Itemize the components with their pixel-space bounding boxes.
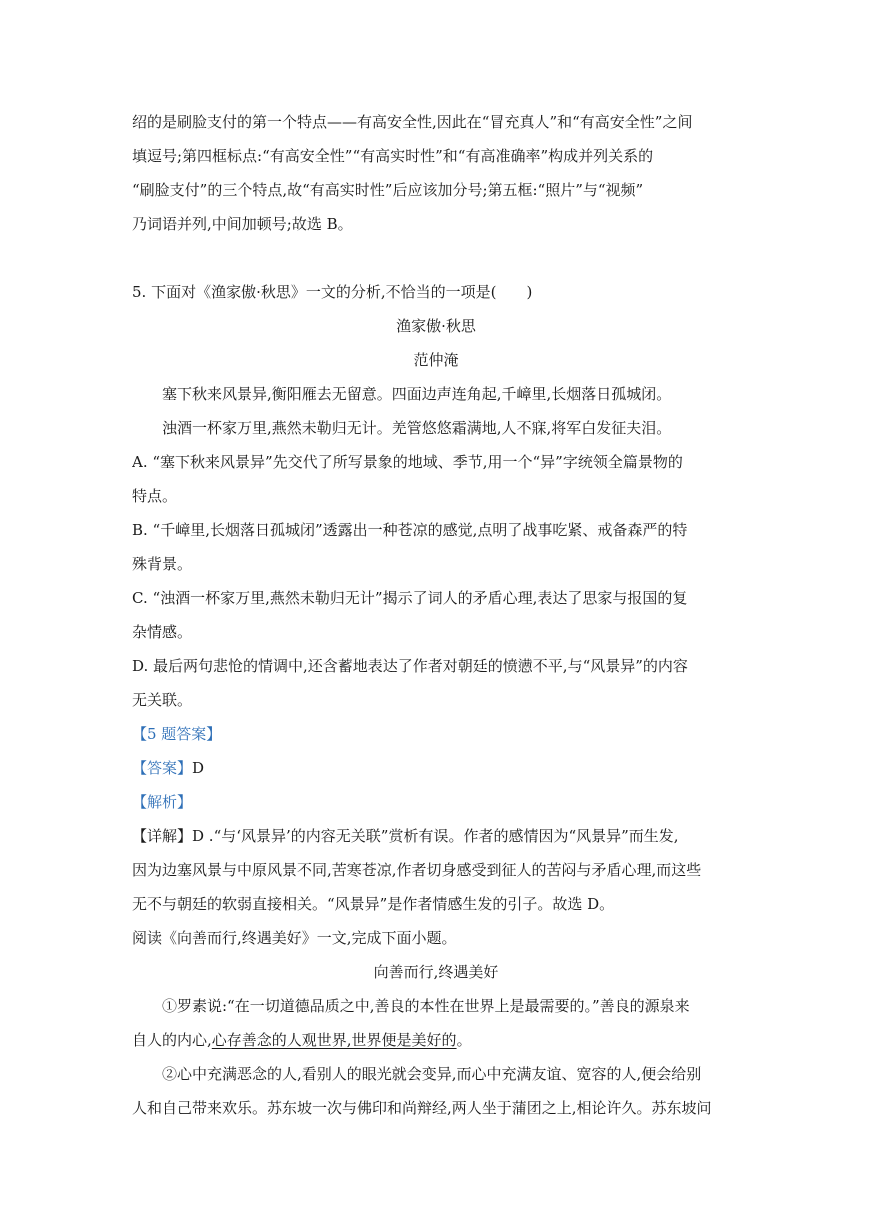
intro-line-3: “刷脸支付”的三个特点,故“有高实时性”后应该加分号;第五框:“照片”与“视频” [132, 181, 644, 199]
paragraph-1-text-b: 。 [456, 1031, 472, 1049]
option-c-line-2: 杂情感。 [132, 623, 193, 641]
answer-tag: 【答案】 [132, 759, 193, 777]
detail-tag: 【详解】 [132, 827, 193, 845]
option-c-line-1: C. “浊酒一杯家万里,燕然未勒归无计”揭示了词人的矛盾心理,表达了思家与报国的复 [132, 589, 688, 607]
poem-author: 范仲淹 [413, 351, 459, 369]
detail-line-1 [132, 826, 740, 846]
poem-line-1: 塞下秋来风景异,衡阳雁去无留意。四面边声连角起,千嶂里,长烟落日孤城闭。 [162, 385, 672, 403]
option-a-line-1: A. “塞下秋来风景异”先交代了所写景象的地域、季节,用一个“异”字统领全篇景物的 [132, 453, 683, 471]
poem-title: 渔家傲·秋思 [396, 317, 476, 335]
option-b-line-2: 殊背景。 [132, 555, 193, 573]
answer-line [132, 758, 740, 778]
option-a-line-2: 特点。 [132, 487, 178, 505]
paragraph-2-line-1: ②心中充满恶念的人,看别人的眼光就会变异,而心中充满友谊、宽容的人,便会给别 [162, 1065, 702, 1083]
paragraph-2-line-2: 人和自己带来欢乐。苏东坡一次与佛印和尚辩经,两人坐于蒲团之上,相论许久。苏东坡问 [132, 1099, 712, 1117]
reading-title: 向善而行,终遇美好 [373, 963, 499, 981]
underlined-phrase: 心存善念的人观世界,世界便是美好的 [211, 1031, 457, 1049]
answer-section-heading: 【5 题答案】 [132, 725, 222, 743]
question-5-stem: 5. 下面对《渔家傲·秋思》一文的分析,不恰当的一项是( ) [132, 283, 533, 301]
reading-instruction: 阅读《向善而行,终遇美好》一文,完成下面小题。 [132, 929, 457, 947]
option-b-line-1: B. “千嶂里,长烟落日孤城闭”透露出一种苍凉的感觉,点明了战事吃紧、戒备森严的特 [132, 521, 688, 539]
intro-line-2: 填逗号;第四框标点:“有高安全性”“有高实时性”和“有高准确率”构成并列关系的 [132, 147, 654, 165]
paragraph-1-text-a: 自人的内心, [132, 1031, 212, 1049]
detail-text-1: D .“与‘风景异’的内容无关联”赏析有误。作者的感情因为“风景异”而生发, [192, 827, 679, 845]
intro-line-1: 绍的是刷脸支付的第一个特点——有高安全性,因此在“冒充真人”和“有高安全性”之间 [132, 113, 693, 131]
option-d-line-1: D. 最后两句悲怆的情调中,还含蓄地表达了作者对朝廷的愤懑不平,与“风景异”的内容 [132, 657, 688, 675]
paragraph-1-line-1: ①罗素说:“在一切道德品质之中,善良的本性在世界上是最需要的。”善良的源泉来 [162, 997, 690, 1015]
analysis-tag: 【解析】 [132, 793, 193, 811]
detail-line-3: 无不与朝廷的软弱直接相关。“风景异”是作者情感生发的引子。故选 D。 [132, 895, 615, 913]
poem-line-2: 浊酒一杯家万里,燕然未勒归无计。羌管悠悠霜满地,人不寐,将军白发征夫泪。 [162, 419, 672, 437]
paragraph-1-line-2 [132, 1030, 740, 1050]
option-d-line-2: 无关联。 [132, 691, 193, 709]
intro-line-4: 乃词语并列,中间加顿号;故选 B。 [132, 215, 353, 233]
answer-value: D [192, 759, 205, 777]
detail-line-2: 因为边塞风景与中原风景不同,苦寒苍凉,作者切身感受到征人的苦闷与矛盾心理,而这些 [132, 861, 702, 879]
